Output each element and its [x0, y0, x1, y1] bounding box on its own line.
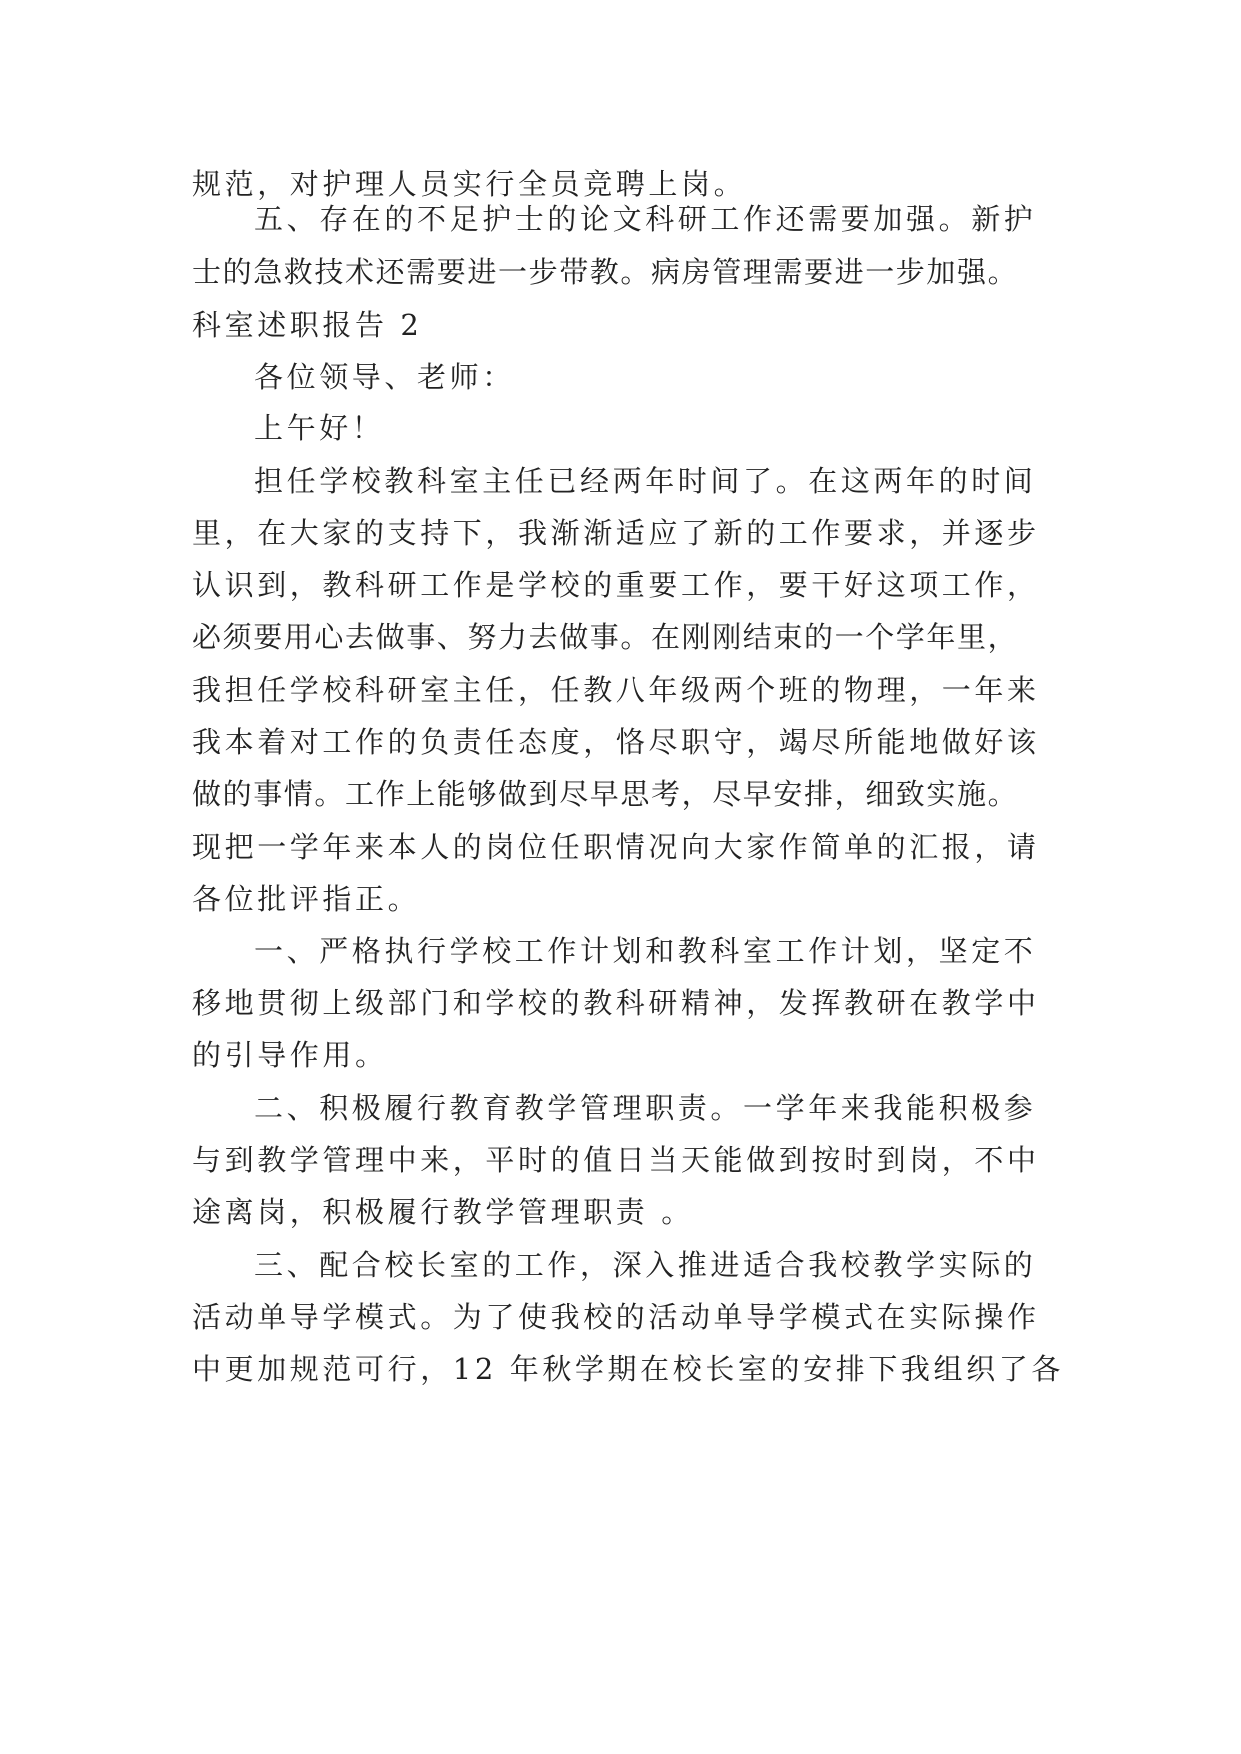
text-line-14: 现把一学年来本人的岗位任职情况向大家作简单的汇报，请 — [192, 830, 1040, 864]
text-line-16: 一、严格执行学校工作计划和教科室工作计划，坚定不 — [254, 934, 1037, 968]
text-line-10: 必须要用心去做事、努力去做事。在刚刚结束的一个学年里， — [192, 620, 1019, 654]
text-line-3: 士的急救技术还需要进一步带教。病房管理需要进一步加强。 — [192, 255, 1019, 289]
greeting: 上午好！ — [254, 411, 385, 445]
text-line-22: 三、配合校长室的工作，深入推进适合我校教学实际的 — [254, 1248, 1037, 1282]
text-line-18: 的引导作用。 — [192, 1038, 388, 1072]
text-line-21: 途离岗，积极履行教学管理职责 。 — [192, 1195, 694, 1229]
text-line-13: 做的事情。工作上能够做到尽早思考，尽早安排，细致实施。 — [192, 777, 1019, 811]
text-line-15: 各位批评指正。 — [192, 882, 421, 916]
text-line-17: 移地贯彻上级部门和学校的教科研精神，发挥教研在教学中 — [192, 986, 1040, 1020]
text-line-24: 中更加规范可行，12 年秋学期在校长室的安排下我组织了各 — [192, 1352, 1064, 1386]
text-line-23: 活动单导学模式。为了使我校的活动单导学模式在实际操作 — [192, 1300, 1040, 1334]
text-line-11: 我担任学校科研室主任，任教八年级两个班的物理，一年来 — [192, 673, 1040, 707]
text-line-12: 我本着对工作的负责任态度，恪尽职守，竭尽所能地做好该 — [192, 725, 1040, 759]
text-line-20: 与到教学管理中来，平时的值日当天能做到按时到岗，不中 — [192, 1143, 1040, 1177]
text-line-8: 里，在大家的支持下，我渐渐适应了新的工作要求，并逐步 — [192, 516, 1040, 550]
text-line-7: 担任学校教科室主任已经两年时间了。在这两年的时间 — [254, 464, 1037, 498]
text-line-9: 认识到，教科研工作是学校的重要工作，要干好这项工作， — [192, 568, 1040, 602]
text-line-2: 五、存在的不足护士的论文科研工作还需要加强。新护 — [254, 202, 1037, 236]
text-line-1: 规范，对护理人员实行全员竞聘上岗。 — [192, 167, 747, 201]
salutation: 各位领导、老师： — [254, 360, 515, 394]
section-heading: 科室述职报告 2 — [192, 308, 423, 342]
text-line-19: 二、积极履行教育教学管理职责。一学年来我能积极参 — [254, 1091, 1037, 1125]
